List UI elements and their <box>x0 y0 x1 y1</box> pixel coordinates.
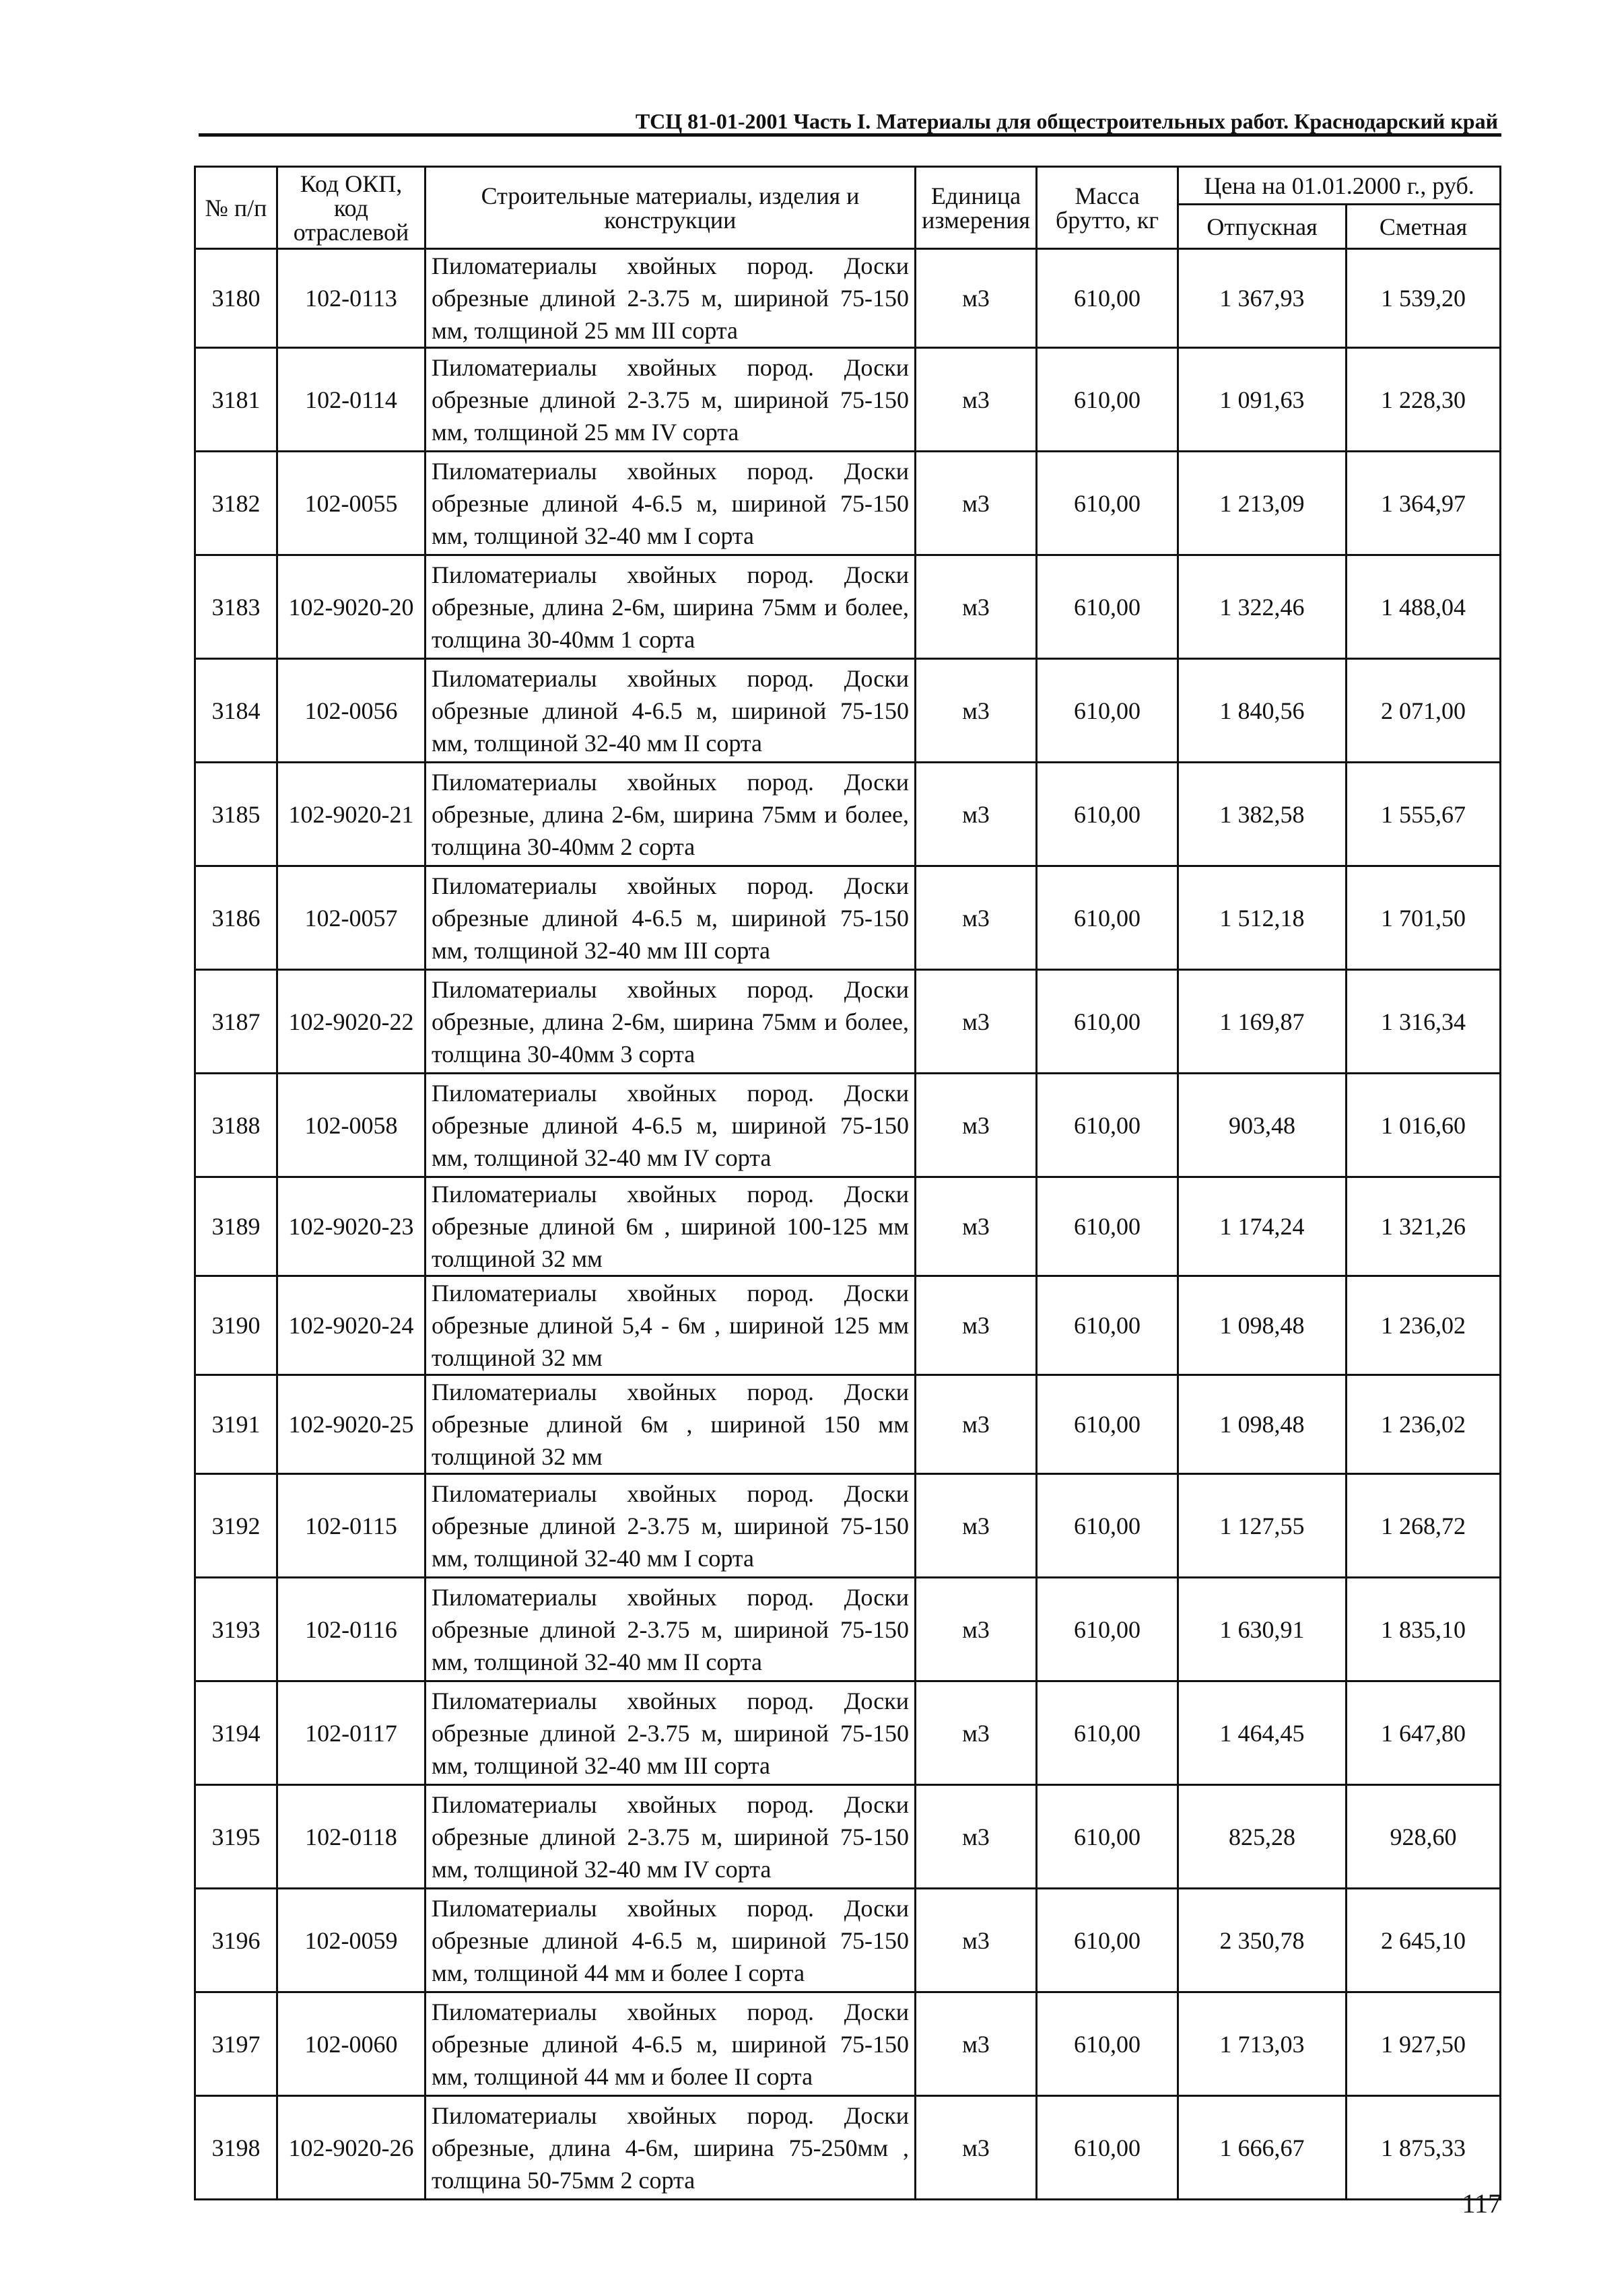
row-price-release: 1 091,63 <box>1178 348 1347 452</box>
row-code: 102-9020-21 <box>277 763 426 866</box>
row-price-release: 1 169,87 <box>1178 970 1347 1074</box>
row-num: 3186 <box>195 866 277 970</box>
table-row <box>195 452 1501 555</box>
row-unit: м3 <box>916 1276 1037 1375</box>
row-price-release: 1 098,48 <box>1178 1375 1347 1474</box>
row-code: 102-0057 <box>277 866 426 970</box>
row-name: Пиломатериалы хвойных пород. Доски обрезные длиной 5,4 - 6м , шириной 125 мм толщиной 32 мм <box>426 1276 916 1375</box>
row-mass: 610,00 <box>1037 763 1178 866</box>
row-unit: м3 <box>916 1578 1037 1681</box>
row-name: Пиломатериалы хвойных пород. Доски обрезные, длина 2-6м, ширина 75мм и более, толщина 30-40мм 2 сорта <box>426 763 916 866</box>
row-mass: 610,00 <box>1037 1474 1178 1578</box>
row-price-estimate: 928,60 <box>1347 1785 1501 1889</box>
table-row <box>195 555 1501 659</box>
table-row <box>195 1177 1501 1276</box>
row-name: Пиломатериалы хвойных пород. Доски обрезные длиной 6м , шириной 150 мм толщиной 32 мм <box>426 1375 916 1474</box>
row-price-estimate: 1 539,20 <box>1347 249 1501 348</box>
table-row <box>195 1785 1501 1889</box>
col-header-price-release: Отпускная <box>1178 205 1347 249</box>
row-num: 3198 <box>195 2096 277 2200</box>
row-mass: 610,00 <box>1037 1074 1178 1177</box>
row-num: 3196 <box>195 1889 277 1992</box>
page-header: ТСЦ 81-01-2001 Часть I. Материалы для общестроительных работ. Краснодарский край <box>635 109 1498 133</box>
row-price-estimate: 2 071,00 <box>1347 659 1501 763</box>
row-price-release: 2 350,78 <box>1178 1889 1347 1992</box>
table-row <box>195 1074 1501 1177</box>
header-rule <box>199 133 1501 137</box>
table-row <box>195 1375 1501 1474</box>
row-code: 102-0060 <box>277 1992 426 2096</box>
row-unit: м3 <box>916 2096 1037 2200</box>
table-row <box>195 1474 1501 1578</box>
row-mass: 610,00 <box>1037 1276 1178 1375</box>
row-price-release: 1 630,91 <box>1178 1578 1347 1681</box>
table-row <box>195 2096 1501 2200</box>
row-price-estimate: 1 236,02 <box>1347 1375 1501 1474</box>
row-num: 3197 <box>195 1992 277 2096</box>
row-price-estimate: 1 364,97 <box>1347 452 1501 555</box>
row-unit: м3 <box>916 1992 1037 2096</box>
row-unit: м3 <box>916 348 1037 452</box>
row-price-estimate: 1 488,04 <box>1347 555 1501 659</box>
row-code: 102-0059 <box>277 1889 426 1992</box>
row-unit: м3 <box>916 555 1037 659</box>
row-name: Пиломатериалы хвойных пород. Доски обрезные длиной 4-6.5 м, шириной 75-150 мм, толщиной 32-40 мм I сорта <box>426 452 916 555</box>
row-name: Пиломатериалы хвойных пород. Доски обрезные длиной 2-3.75 м, шириной 75-150 мм, толщиной 32-40 мм III сорта <box>426 1681 916 1785</box>
row-mass: 610,00 <box>1037 1578 1178 1681</box>
row-price-release: 1 322,46 <box>1178 555 1347 659</box>
row-price-estimate: 1 316,34 <box>1347 970 1501 1074</box>
row-unit: м3 <box>916 1889 1037 1992</box>
row-num: 3184 <box>195 659 277 763</box>
row-price-release: 1 174,24 <box>1178 1177 1347 1276</box>
row-unit: м3 <box>916 1681 1037 1785</box>
row-price-release: 1 840,56 <box>1178 659 1347 763</box>
row-price-estimate: 1 927,50 <box>1347 1992 1501 2096</box>
row-name: Пиломатериалы хвойных пород. Доски обрезные длиной 6м , шириной 100-125 мм толщиной 32 мм <box>426 1177 916 1276</box>
row-mass: 610,00 <box>1037 348 1178 452</box>
row-name: Пиломатериалы хвойных пород. Доски обрезные, длина 2-6м, ширина 75мм и более, толщина 30-40мм 1 сорта <box>426 555 916 659</box>
table-row <box>195 1276 1501 1375</box>
row-price-release: 1 512,18 <box>1178 866 1347 970</box>
table-body <box>195 249 1501 2200</box>
table-row <box>195 763 1501 866</box>
row-mass: 610,00 <box>1037 555 1178 659</box>
row-code: 102-0114 <box>277 348 426 452</box>
row-num: 3183 <box>195 555 277 659</box>
row-unit: м3 <box>916 249 1037 348</box>
row-unit: м3 <box>916 1177 1037 1276</box>
row-name: Пиломатериалы хвойных пород. Доски обрезные длиной 4-6.5 м, шириной 75-150 мм, толщиной 44 мм и более II сорта <box>426 1992 916 2096</box>
row-name: Пиломатериалы хвойных пород. Доски обрезные длиной 2-3.75 м, шириной 75-150 мм, толщиной 32-40 мм II сорта <box>426 1578 916 1681</box>
row-name: Пиломатериалы хвойных пород. Доски обрезные длиной 2-3.75 м, шириной 75-150 мм, толщиной 25 мм III сорта <box>426 249 916 348</box>
row-name: Пиломатериалы хвойных пород. Доски обрезные длиной 4-6.5 м, шириной 75-150 мм, толщиной 32-40 мм III сорта <box>426 866 916 970</box>
row-num: 3192 <box>195 1474 277 1578</box>
row-code: 102-9020-22 <box>277 970 426 1074</box>
table-row <box>195 249 1501 348</box>
row-price-estimate: 1 647,80 <box>1347 1681 1501 1785</box>
row-price-release: 1 213,09 <box>1178 452 1347 555</box>
row-num: 3193 <box>195 1578 277 1681</box>
row-name: Пиломатериалы хвойных пород. Доски обрезные длиной 2-3.75 м, шириной 75-150 мм, толщиной 25 мм IV сорта <box>426 348 916 452</box>
col-header-name: Строительные материалы, изделия и конструкции <box>426 167 916 249</box>
row-unit: м3 <box>916 1074 1037 1177</box>
row-name: Пиломатериалы хвойных пород. Доски обрезные длиной 2-3.75 м, шириной 75-150 мм, толщиной 32-40 мм IV сорта <box>426 1785 916 1889</box>
row-code: 102-0118 <box>277 1785 426 1889</box>
row-code: 102-0117 <box>277 1681 426 1785</box>
row-num: 3191 <box>195 1375 277 1474</box>
row-code: 102-0115 <box>277 1474 426 1578</box>
row-price-estimate: 1 016,60 <box>1347 1074 1501 1177</box>
row-num: 3188 <box>195 1074 277 1177</box>
row-name: Пиломатериалы хвойных пород. Доски обрезные, длина 4-6м, ширина 75-250мм , толщина 50-75мм 2 сорта <box>426 2096 916 2200</box>
row-name: Пиломатериалы хвойных пород. Доски обрезные длиной 4-6.5 м, шириной 75-150 мм, толщиной 32-40 мм IV сорта <box>426 1074 916 1177</box>
row-price-estimate: 1 228,30 <box>1347 348 1501 452</box>
row-unit: м3 <box>916 970 1037 1074</box>
row-price-release: 825,28 <box>1178 1785 1347 1889</box>
row-price-estimate: 1 835,10 <box>1347 1578 1501 1681</box>
col-header-num: № п/п <box>195 167 277 249</box>
table-row <box>195 1681 1501 1785</box>
row-num: 3187 <box>195 970 277 1074</box>
row-num: 3190 <box>195 1276 277 1375</box>
table-row <box>195 1578 1501 1681</box>
row-price-estimate: 1 268,72 <box>1347 1474 1501 1578</box>
row-mass: 610,00 <box>1037 659 1178 763</box>
row-name: Пиломатериалы хвойных пород. Доски обрезные, длина 2-6м, ширина 75мм и более, толщина 30-40мм 3 сорта <box>426 970 916 1074</box>
row-mass: 610,00 <box>1037 249 1178 348</box>
row-num: 3189 <box>195 1177 277 1276</box>
row-unit: м3 <box>916 866 1037 970</box>
row-mass: 610,00 <box>1037 1375 1178 1474</box>
row-mass: 610,00 <box>1037 1889 1178 1992</box>
row-unit: м3 <box>916 659 1037 763</box>
row-mass: 610,00 <box>1037 1681 1178 1785</box>
col-header-mass: Масса брутто, кг <box>1037 167 1178 249</box>
row-price-release: 1 367,93 <box>1178 249 1347 348</box>
row-mass: 610,00 <box>1037 1785 1178 1889</box>
col-header-price-group: Цена на 01.01.2000 г., руб. <box>1178 167 1501 205</box>
table-row <box>195 1889 1501 1992</box>
row-price-release: 1 464,45 <box>1178 1681 1347 1785</box>
col-header-unit: Единица измерения <box>916 167 1037 249</box>
row-code: 102-9020-26 <box>277 2096 426 2200</box>
row-code: 102-0116 <box>277 1578 426 1681</box>
row-code: 102-0058 <box>277 1074 426 1177</box>
row-code: 102-0055 <box>277 452 426 555</box>
row-num: 3181 <box>195 348 277 452</box>
row-mass: 610,00 <box>1037 866 1178 970</box>
row-code: 102-9020-20 <box>277 555 426 659</box>
row-num: 3194 <box>195 1681 277 1785</box>
row-unit: м3 <box>916 1375 1037 1474</box>
row-price-estimate: 1 236,02 <box>1347 1276 1501 1375</box>
row-num: 3180 <box>195 249 277 348</box>
row-num: 3195 <box>195 1785 277 1889</box>
col-header-code: Код ОКП, код отраслевой <box>277 167 426 249</box>
row-mass: 610,00 <box>1037 1177 1178 1276</box>
materials-table <box>194 166 1501 2200</box>
table-row <box>195 970 1501 1074</box>
row-mass: 610,00 <box>1037 2096 1178 2200</box>
table-row <box>195 659 1501 763</box>
page-number: 117 <box>1462 2188 1501 2219</box>
row-code: 102-0056 <box>277 659 426 763</box>
row-price-release: 1 382,58 <box>1178 763 1347 866</box>
row-mass: 610,00 <box>1037 1992 1178 2096</box>
row-name: Пиломатериалы хвойных пород. Доски обрезные длиной 4-6.5 м, шириной 75-150 мм, толщиной 44 мм и более I сорта <box>426 1889 916 1992</box>
table-row <box>195 1992 1501 2096</box>
row-num: 3185 <box>195 763 277 866</box>
row-unit: м3 <box>916 452 1037 555</box>
row-price-release: 1 127,55 <box>1178 1474 1347 1578</box>
row-code: 102-9020-24 <box>277 1276 426 1375</box>
row-mass: 610,00 <box>1037 452 1178 555</box>
row-num: 3182 <box>195 452 277 555</box>
row-code: 102-9020-25 <box>277 1375 426 1474</box>
row-price-estimate: 1 321,26 <box>1347 1177 1501 1276</box>
row-price-release: 903,48 <box>1178 1074 1347 1177</box>
row-mass: 610,00 <box>1037 970 1178 1074</box>
table-row <box>195 348 1501 452</box>
row-price-estimate: 1 875,33 <box>1347 2096 1501 2200</box>
row-unit: м3 <box>916 1474 1037 1578</box>
row-code: 102-0113 <box>277 249 426 348</box>
row-name: Пиломатериалы хвойных пород. Доски обрезные длиной 2-3.75 м, шириной 75-150 мм, толщиной 32-40 мм I сорта <box>426 1474 916 1578</box>
row-price-release: 1 098,48 <box>1178 1276 1347 1375</box>
row-price-release: 1 713,03 <box>1178 1992 1347 2096</box>
row-price-estimate: 1 555,67 <box>1347 763 1501 866</box>
row-code: 102-9020-23 <box>277 1177 426 1276</box>
col-header-price-estimate: Сметная <box>1347 205 1501 249</box>
table-row <box>195 866 1501 970</box>
row-unit: м3 <box>916 1785 1037 1889</box>
row-price-release: 1 666,67 <box>1178 2096 1347 2200</box>
row-price-estimate: 1 701,50 <box>1347 866 1501 970</box>
row-unit: м3 <box>916 763 1037 866</box>
row-price-estimate: 2 645,10 <box>1347 1889 1501 1992</box>
row-name: Пиломатериалы хвойных пород. Доски обрезные длиной 4-6.5 м, шириной 75-150 мм, толщиной 32-40 мм II сорта <box>426 659 916 763</box>
